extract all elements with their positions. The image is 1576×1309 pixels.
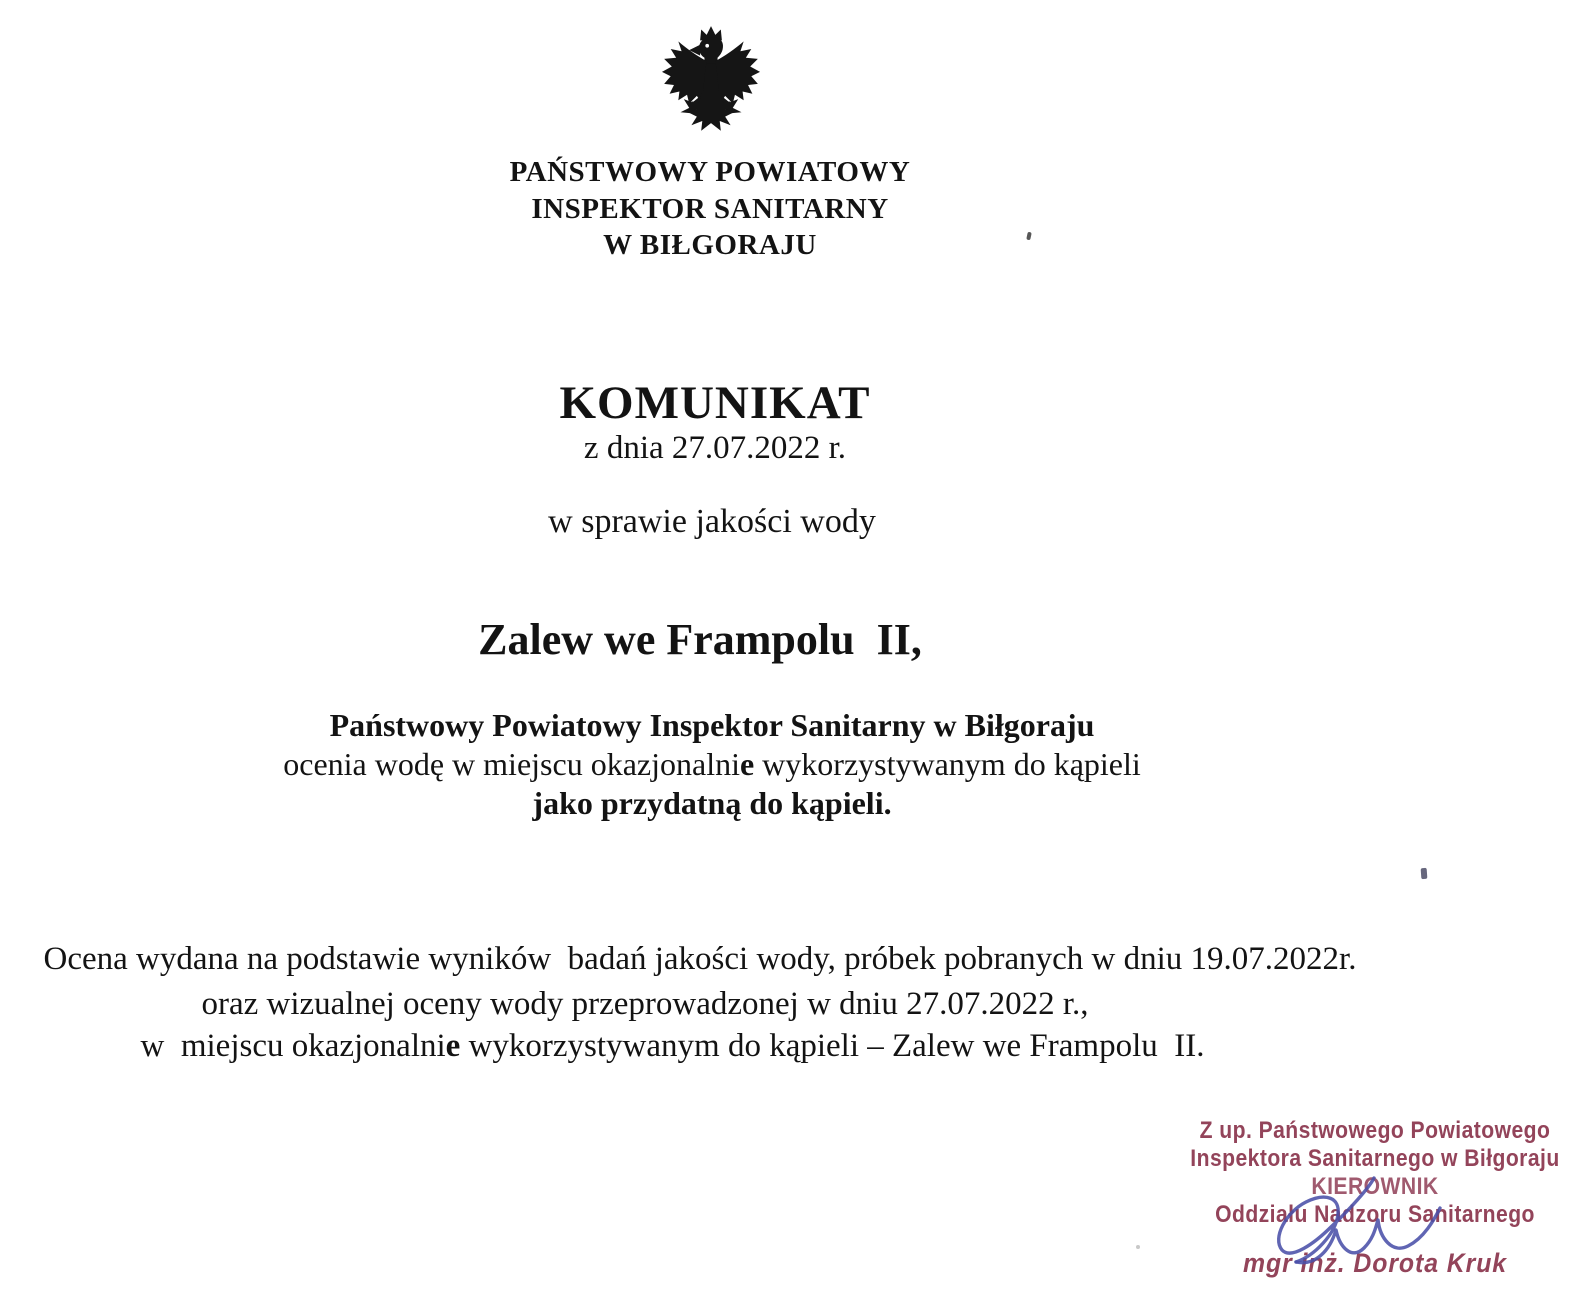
issuing-authority — [310, 154, 1110, 264]
stamp-line-4: Oddziału Nadzoru Sanitarnego — [1215, 1201, 1535, 1228]
text-fragment: e — [739, 746, 755, 782]
notice-date: z dnia 27.07.2022 r. — [583, 430, 847, 466]
basis-line-2: oraz wizualnej oceny wody przeprowadzonej w dniu 27.07.2022 r., — [201, 986, 1089, 1022]
text-fragment: wykorzystywanym do kąpieli – Zalew we Frampolu II. — [460, 1028, 1205, 1064]
verdict-line: jako przydatną do kąpieli. — [532, 785, 892, 821]
stamp-line-1: Z up. Państwowego Powiatowego — [1199, 1117, 1551, 1144]
polish-eagle-emblem-icon — [652, 24, 770, 146]
basis-line-3 — [0, 1028, 1345, 1065]
bathing-site-heading: Zalew we Frampolu II, — [478, 615, 922, 664]
notice-subject: w sprawie jakości wody — [548, 503, 876, 540]
handwritten-signature — [1225, 1168, 1465, 1280]
text-fragment: w miejscu okazjonalni — [140, 1028, 446, 1064]
text-fragment: ocenia wodę w miejscu okazjonalni — [283, 746, 740, 782]
authority-name-line-1: PAŃSTWOWY POWIATOWY — [509, 156, 911, 188]
text-fragment: e — [445, 1028, 461, 1064]
stamp-line-2: Inspektora Sanitarnego w Biłgoraju — [1190, 1145, 1560, 1172]
text-fragment: wykorzystywanym do kąpieli — [754, 746, 1141, 782]
assessor-line: Państwowy Powiatowy Inspektor Sanitarny w Biłgoraju — [329, 707, 1095, 743]
assessment-line — [212, 745, 1212, 784]
notice-title: KOMUNIKAT — [559, 377, 871, 429]
scan-artifact — [1421, 868, 1428, 879]
scan-artifact — [1136, 1245, 1140, 1249]
authority-name-line-2: INSPEKTOR SANITARNY — [531, 192, 889, 225]
basis-line-1: Ocena wydana na podstawie wyników badań jakości wody, próbek pobranych w dniu 19.07.2022r. — [43, 941, 1357, 977]
assessment-statement — [212, 706, 1212, 823]
authority-name-line-3: W BIŁGORAJU — [603, 229, 817, 261]
signer-name: mgr inż. Dorota Kruk — [1242, 1248, 1508, 1278]
stamp-line-3: KIEROWNIK — [1311, 1173, 1439, 1200]
